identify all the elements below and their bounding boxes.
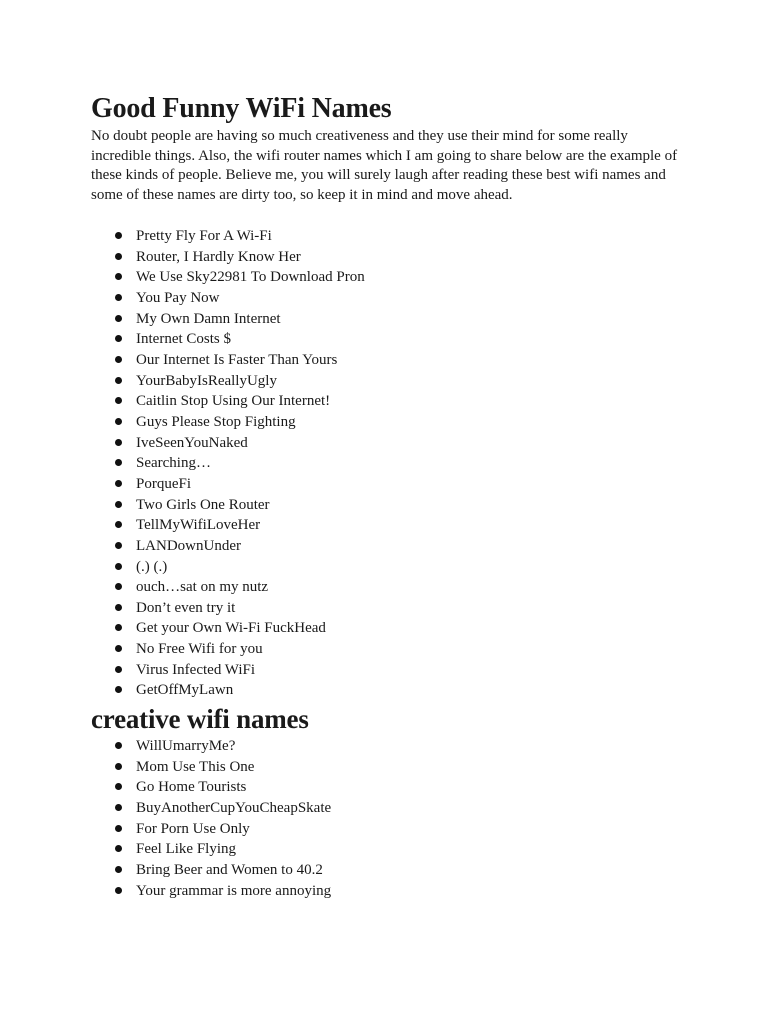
list-item xyxy=(91,639,708,660)
list-item-text: Your grammar is more annoying xyxy=(136,882,332,899)
list-item xyxy=(91,680,708,701)
list-item-text: (.) (.) xyxy=(136,558,168,575)
list-item xyxy=(91,371,708,392)
list-item-text: BuyAnotherCupYouCheapSkate xyxy=(136,800,332,817)
list-item xyxy=(91,881,708,902)
bullet-icon xyxy=(115,377,122,384)
list-item xyxy=(91,226,708,247)
bullet-icon xyxy=(115,397,122,404)
bullet-icon xyxy=(115,501,122,508)
list-item xyxy=(91,309,708,330)
list-item-text: Feel Like Flying xyxy=(136,841,236,858)
bullet-icon xyxy=(115,232,122,239)
list-item xyxy=(91,598,708,619)
list-item xyxy=(91,329,708,350)
funny-names-list xyxy=(91,226,708,701)
list-item xyxy=(91,798,708,819)
bullet-icon xyxy=(115,459,122,466)
list-item-text: GetOffMyLawn xyxy=(136,682,234,699)
bullet-icon xyxy=(115,273,122,280)
bullet-icon xyxy=(115,583,122,590)
bullet-icon xyxy=(115,253,122,260)
list-item xyxy=(91,660,708,681)
bullet-icon xyxy=(115,804,122,811)
bullet-icon xyxy=(115,887,122,894)
bullet-icon xyxy=(115,480,122,487)
list-item xyxy=(91,267,708,288)
list-item xyxy=(91,495,708,516)
list-item-text: Bring Beer and Women to 40.2 xyxy=(136,862,323,879)
list-item xyxy=(91,350,708,371)
list-item xyxy=(91,757,708,778)
bullet-icon xyxy=(115,783,122,790)
bullet-icon xyxy=(115,439,122,446)
list-item-text: IveSeenYouNaked xyxy=(136,434,248,451)
list-item xyxy=(91,819,708,840)
list-item xyxy=(91,536,708,557)
list-item-text: Caitlin Stop Using Our Internet! xyxy=(136,393,331,410)
bullet-icon xyxy=(115,645,122,652)
list-item-text: Virus Infected WiFi xyxy=(136,661,256,678)
list-item xyxy=(91,777,708,798)
list-item-text: Get your Own Wi-Fi FuckHead xyxy=(136,620,326,637)
intro-paragraph: No doubt people are having so much creativeness and they use their mind for some really incredible things. Also, the wifi router names which I am going to share below are the example of these kinds of people. Believe me, you will surely laugh after reading these best wifi names and some of these names are dirty too, so keep it in mind and move ahead. xyxy=(91,128,678,203)
list-item xyxy=(91,618,708,639)
bullet-icon xyxy=(115,335,122,342)
bullet-icon xyxy=(115,521,122,528)
bullet-icon xyxy=(115,866,122,873)
list-item-text: Don’t even try it xyxy=(136,599,236,616)
list-item xyxy=(91,839,708,860)
list-item xyxy=(91,577,708,598)
bullet-icon xyxy=(115,604,122,611)
list-item-text: You Pay Now xyxy=(136,289,220,306)
list-item-text: Go Home Tourists xyxy=(136,779,247,796)
list-item xyxy=(91,453,708,474)
bullet-icon xyxy=(115,315,122,322)
page-title: Good Funny WiFi Names xyxy=(91,93,392,124)
list-item-text: Internet Costs $ xyxy=(136,331,231,348)
list-item-text: ouch…sat on my nutz xyxy=(136,579,269,596)
creative-names-list xyxy=(91,736,708,901)
list-item xyxy=(91,860,708,881)
list-item-text: LANDownUnder xyxy=(136,537,241,554)
list-item-text: Searching… xyxy=(136,455,211,472)
list-item-text: Mom Use This One xyxy=(136,758,255,775)
list-item-text: Guys Please Stop Fighting xyxy=(136,413,296,430)
list-item xyxy=(91,736,708,757)
list-item xyxy=(91,515,708,536)
list-item-text: Two Girls One Router xyxy=(136,496,270,513)
bullet-icon xyxy=(115,763,122,770)
list-item xyxy=(91,288,708,309)
list-item xyxy=(91,247,708,268)
bullet-icon xyxy=(115,563,122,570)
list-item xyxy=(91,391,708,412)
list-item-text: Router, I Hardly Know Her xyxy=(136,248,301,265)
list-item-text: PorqueFi xyxy=(136,475,192,492)
bullet-icon xyxy=(115,742,122,749)
list-item-text: Pretty Fly For A Wi-Fi xyxy=(136,228,272,244)
bullet-icon xyxy=(115,418,122,425)
list-item xyxy=(91,433,708,454)
list-item xyxy=(91,412,708,433)
bullet-icon xyxy=(115,825,122,832)
bullet-icon xyxy=(115,542,122,549)
bullet-icon xyxy=(115,294,122,301)
bullet-icon xyxy=(115,666,122,673)
list-item-text: WillUmarryMe? xyxy=(136,738,236,755)
list-item xyxy=(91,474,708,495)
bullet-icon xyxy=(115,356,122,363)
list-item-text: Our Internet Is Faster Than Yours xyxy=(136,351,338,368)
list-item-text: No Free Wifi for you xyxy=(136,641,263,658)
list-item-text: My Own Damn Internet xyxy=(136,310,281,327)
list-item-text: We Use Sky22981 To Download Pron xyxy=(136,269,365,286)
bullet-icon xyxy=(115,845,122,852)
section-heading: creative wifi names xyxy=(91,704,309,735)
bullet-icon xyxy=(115,686,122,693)
bullet-icon xyxy=(115,624,122,631)
list-item-text: YourBabyIsReallyUgly xyxy=(136,372,277,389)
list-item xyxy=(91,557,708,578)
list-item-text: For Porn Use Only xyxy=(136,820,250,837)
list-item-text: TellMyWifiLoveHer xyxy=(136,517,261,534)
